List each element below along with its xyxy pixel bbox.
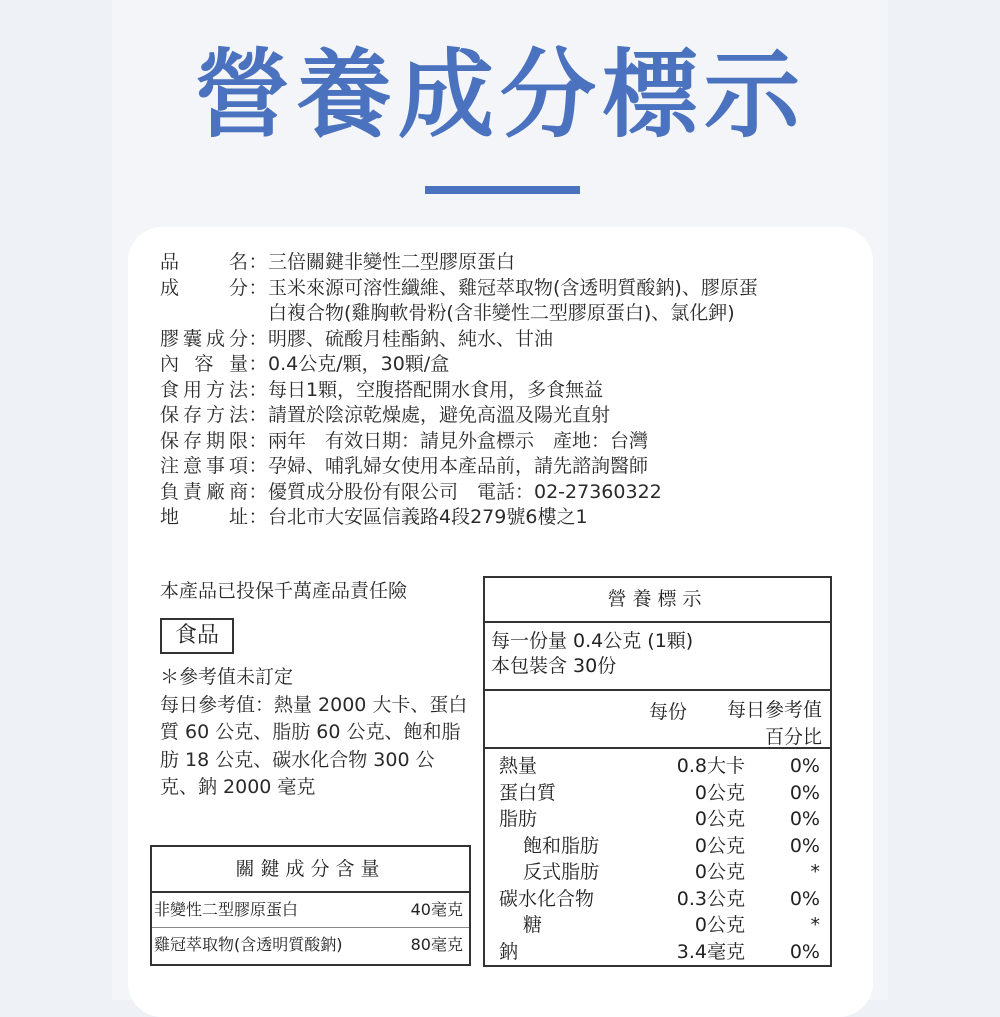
nutrition-row xyxy=(485,939,830,966)
table-row xyxy=(152,893,469,927)
info-colon: ： xyxy=(248,480,268,503)
nutrient-name: 蛋白質 xyxy=(499,781,557,804)
nutrient-amount: 0公克 xyxy=(694,834,745,857)
table-row xyxy=(152,927,469,962)
nutrition-row xyxy=(485,753,830,780)
column-daily-value-line2: 百分比 xyxy=(764,726,822,748)
nutrient-amount: 0.8大卡 xyxy=(676,755,745,777)
info-colon: ： xyxy=(248,353,268,375)
ingredient-name: 雞冠萃取物(含透明質酸鈉) xyxy=(154,935,343,954)
product-info-list xyxy=(160,250,860,531)
servings-per-package: 本包裝含 30份 xyxy=(491,655,617,677)
info-value: 優質成分股份有限公司 電話：02-27360322 xyxy=(268,480,662,503)
page-title: 營養成分標示 xyxy=(194,39,806,151)
column-daily-value xyxy=(727,697,822,751)
nutrient-daily-percent: * xyxy=(810,914,820,936)
nutrient-amount: 0公克 xyxy=(694,914,745,936)
info-colon: ： xyxy=(248,455,268,477)
info-label: 負責廠商 xyxy=(160,480,248,503)
nutrition-row xyxy=(485,806,830,833)
info-label: 地址 xyxy=(160,506,248,528)
info-colon: ： xyxy=(248,506,268,528)
nutrition-row xyxy=(485,912,830,939)
info-row-shelf-life xyxy=(160,429,860,455)
info-label: 注意事項 xyxy=(160,455,248,477)
info-row-capsule xyxy=(160,327,860,353)
info-value: 玉米來源可溶性纖維、雞冠萃取物(含透明質酸鈉)、膠原蛋 白複合物(雞胸軟骨粉(含非變性二型膠原蛋白)、氯化鉀) xyxy=(268,276,758,324)
nutrient-name: 糖 xyxy=(523,914,543,936)
serving-size: 每一份量 0.4公克 (1顆) xyxy=(491,630,694,652)
info-row-notice xyxy=(160,454,860,480)
nutrient-daily-percent: 0% xyxy=(789,755,820,777)
info-label: 保存期限 xyxy=(160,429,248,452)
info-row-address xyxy=(160,505,860,531)
info-row-ingredients xyxy=(160,276,860,327)
nutrient-name: 脂肪 xyxy=(499,808,538,830)
nutrition-row xyxy=(485,886,830,913)
nutrition-facts-table xyxy=(483,576,832,967)
nutrient-name: 熱量 xyxy=(499,755,538,777)
info-value: 明膠、硫酸月桂酯鈉、純水、甘油 xyxy=(268,327,554,350)
column-per-serving: 每份 xyxy=(649,701,688,723)
nutrition-row xyxy=(485,780,830,807)
nutrient-name: 反式脂肪 xyxy=(523,861,600,883)
nutrient-amount: 0.3公克 xyxy=(676,887,745,910)
info-label: 膠囊成分 xyxy=(160,327,248,350)
title-underline xyxy=(425,186,580,194)
nutrient-daily-percent: 0% xyxy=(789,887,820,910)
reference-note: ＊參考值未訂定 xyxy=(160,666,294,688)
nutrition-row xyxy=(485,833,830,860)
nutrient-daily-percent: 0% xyxy=(789,940,820,963)
ingredient-amount: 80毫克 xyxy=(410,935,463,954)
info-row-storage xyxy=(160,403,860,429)
info-colon: ： xyxy=(248,276,268,299)
info-label: 食用方法 xyxy=(160,378,248,401)
nutrient-name: 飽和脂肪 xyxy=(523,834,600,857)
info-value: 三倍關鍵非變性二型膠原蛋白 xyxy=(268,251,516,273)
info-row-name xyxy=(160,250,860,276)
serving-info xyxy=(485,623,830,691)
info-value: 孕婦、哺乳婦女使用本產品前，請先諮詢醫師 xyxy=(268,455,649,477)
nutrient-amount: 0公克 xyxy=(694,808,745,830)
info-label: 保存方法 xyxy=(160,404,248,426)
info-row-manufacturer xyxy=(160,480,860,506)
nutrient-amount: 0公克 xyxy=(694,861,745,883)
ingredient-amount: 40毫克 xyxy=(410,900,463,919)
info-value: 台北市大安區信義路4段279號6樓之1 xyxy=(268,506,588,528)
nutrient-daily-percent: * xyxy=(810,861,820,883)
nutrient-daily-percent: 0% xyxy=(789,808,820,830)
nutrition-row xyxy=(485,859,830,886)
info-colon: ： xyxy=(248,404,268,426)
food-badge: 食品 xyxy=(160,618,234,654)
ingredient-name: 非變性二型膠原蛋白 xyxy=(154,900,299,919)
info-colon: ： xyxy=(248,378,268,401)
info-colon: ： xyxy=(248,429,268,452)
insurance-note: 本產品已投保千萬產品責任險 xyxy=(160,580,408,602)
daily-reference-values: 每日參考值：熱量 2000 大卡、蛋白質 60 公克、脂肪 60 公克、飽和脂肪 18 公克、碳水化合物 300 公克、鈉 2000 毫克 xyxy=(160,693,468,798)
info-colon: ： xyxy=(248,251,268,273)
nutrition-rows xyxy=(485,749,830,965)
nutrient-amount: 3.4毫克 xyxy=(676,940,745,963)
info-label: 品名 xyxy=(160,251,248,273)
nutrient-amount: 0公克 xyxy=(694,781,745,804)
info-value: 請置於陰涼乾燥處，避免高溫及陽光直射 xyxy=(268,404,611,426)
info-label: 內容量 xyxy=(160,353,248,375)
info-label: 成分 xyxy=(160,276,248,299)
key-ingredients-table xyxy=(150,845,471,966)
column-daily-value-line1: 每日參考值 xyxy=(726,699,822,721)
info-value: 0.4公克/顆，30顆/盒 xyxy=(268,353,450,375)
nutrition-column-header xyxy=(485,691,830,749)
nutrient-daily-percent: 0% xyxy=(789,781,820,804)
info-row-usage xyxy=(160,378,860,404)
daily-reference-block xyxy=(160,664,470,802)
nutrition-title: 營養標示 xyxy=(485,578,830,623)
info-colon: ： xyxy=(248,327,268,350)
key-table-title: 關鍵成分含量 xyxy=(152,847,469,893)
info-row-content xyxy=(160,352,860,378)
nutrient-daily-percent: 0% xyxy=(789,834,820,857)
nutrient-name: 鈉 xyxy=(499,940,519,963)
nutrient-name: 碳水化合物 xyxy=(499,887,595,910)
info-value: 每日1顆，空腹搭配開水食用，多食無益 xyxy=(268,378,604,401)
info-value: 兩年 有效日期：請見外盒標示 產地：台灣 xyxy=(268,429,649,452)
